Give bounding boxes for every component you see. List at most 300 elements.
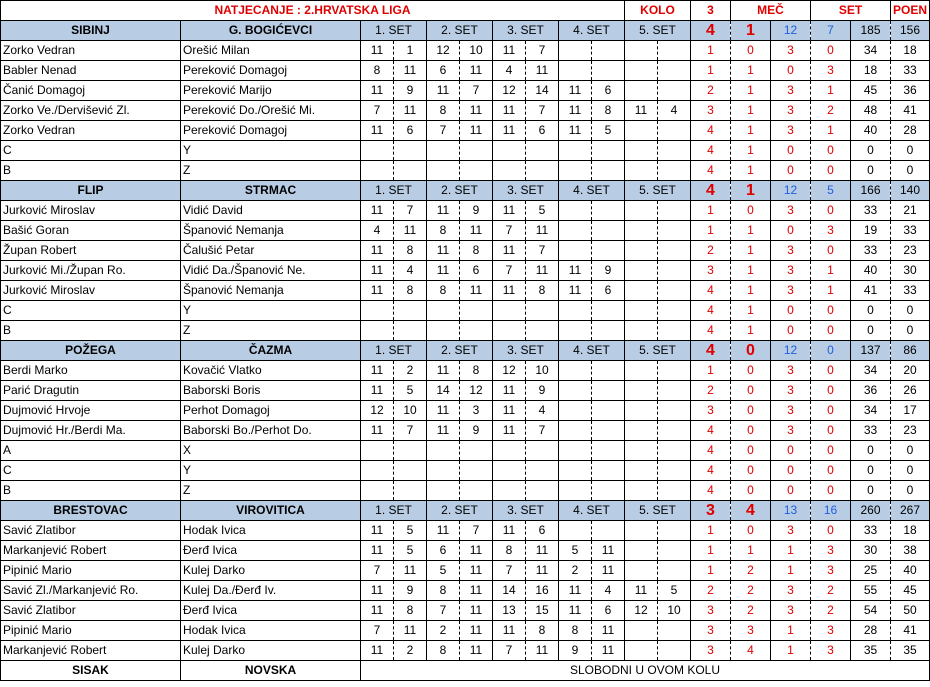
game-set-home: 1 — [771, 561, 811, 581]
set-score: 6 — [526, 521, 559, 541]
away-team: G. BOGIĆEVCI — [181, 21, 361, 41]
game-points-home: 33 — [851, 201, 891, 221]
set-score: 4 — [526, 401, 559, 421]
game-points-home: 0 — [851, 441, 891, 461]
set-score: 11 — [526, 221, 559, 241]
set-score — [460, 461, 493, 481]
set-score — [427, 161, 460, 181]
set-score: 4 — [394, 261, 427, 281]
set-score — [625, 201, 658, 221]
set-score — [592, 381, 625, 401]
bye-away-team: NOVSKA — [181, 661, 361, 681]
game-set-home: 1 — [771, 621, 811, 641]
game-mec-away: 1 — [731, 261, 771, 281]
game-points-away: 33 — [891, 281, 930, 301]
game-mec-home: 4 — [691, 301, 731, 321]
set-score: 11 — [427, 421, 460, 441]
set-score: 16 — [526, 581, 559, 601]
away-player: Kulej Darko — [181, 561, 361, 581]
set-score — [592, 221, 625, 241]
home-player: Jurković Miroslav — [1, 201, 181, 221]
set-score: 9 — [526, 381, 559, 401]
home-player: Markanjević Robert — [1, 641, 181, 661]
set-score — [592, 421, 625, 441]
game-mec-home: 2 — [691, 381, 731, 401]
game-set-away: 3 — [811, 61, 851, 81]
set-score: 7 — [427, 601, 460, 621]
set-score: 3 — [460, 401, 493, 421]
set-score: 11 — [427, 401, 460, 421]
set-score — [625, 41, 658, 61]
kolo-label: KOLO — [625, 1, 691, 21]
set-header: 4. SET — [559, 21, 625, 41]
set-score — [493, 301, 526, 321]
set-score — [559, 241, 592, 261]
set-score: 8 — [394, 601, 427, 621]
bye-note: SLOBODNI U OVOM KOLU — [361, 661, 930, 681]
set-score — [625, 361, 658, 381]
game-row — [1, 141, 930, 161]
set-score: 11 — [526, 561, 559, 581]
set-score: 7 — [526, 101, 559, 121]
game-mec-home: 1 — [691, 361, 731, 381]
game-points-away: 0 — [891, 301, 930, 321]
game-set-home: 0 — [771, 301, 811, 321]
set-score: 7 — [427, 121, 460, 141]
game-set-home: 0 — [771, 221, 811, 241]
away-player: Z — [181, 161, 361, 181]
game-points-away: 0 — [891, 461, 930, 481]
competition-label: NATJECANJE : — [214, 3, 301, 17]
away-player: Kulej Darko — [181, 641, 361, 661]
set-score — [658, 221, 691, 241]
game-row — [1, 81, 930, 101]
game-mec-home: 1 — [691, 561, 731, 581]
game-mec-away: 4 — [731, 641, 771, 661]
set-score: 2 — [394, 361, 427, 381]
set-score: 8 — [460, 241, 493, 261]
game-set-away: 2 — [811, 581, 851, 601]
game-set-home: 3 — [771, 281, 811, 301]
game-mec-home: 3 — [691, 601, 731, 621]
set-score: 6 — [592, 281, 625, 301]
game-row — [1, 241, 930, 261]
set-score — [394, 441, 427, 461]
set-score — [625, 141, 658, 161]
game-mec-home: 2 — [691, 581, 731, 601]
away-player: Pereković Marijo — [181, 81, 361, 101]
set-total-away: 16 — [811, 501, 851, 521]
set-score — [592, 521, 625, 541]
match-score-home: 3 — [691, 501, 731, 521]
set-score — [625, 221, 658, 241]
game-set-away: 0 — [811, 321, 851, 341]
game-row — [1, 641, 930, 661]
game-set-away: 1 — [811, 121, 851, 141]
set-score: 8 — [427, 221, 460, 241]
game-row — [1, 61, 930, 81]
set-score: 10 — [526, 361, 559, 381]
game-row — [1, 221, 930, 241]
set-score — [625, 81, 658, 101]
league-name: 2.HRVATSKA LIGA — [304, 3, 411, 17]
set-score — [625, 161, 658, 181]
set-score: 11 — [493, 201, 526, 221]
set-score: 6 — [460, 261, 493, 281]
away-player: Đerđ Ivica — [181, 601, 361, 621]
set-score: 7 — [394, 201, 427, 221]
set-label: SET — [811, 1, 891, 21]
set-score: 9 — [559, 641, 592, 661]
home-player: Markanjević Robert — [1, 541, 181, 561]
game-set-away: 0 — [811, 461, 851, 481]
set-header: 1. SET — [361, 181, 427, 201]
set-score: 11 — [460, 121, 493, 141]
set-score — [394, 161, 427, 181]
game-points-away: 41 — [891, 101, 930, 121]
set-score: 8 — [427, 641, 460, 661]
set-score: 11 — [460, 541, 493, 561]
home-player: Savić Zlatibor — [1, 521, 181, 541]
game-mec-home: 1 — [691, 201, 731, 221]
set-score — [427, 301, 460, 321]
points-total-away: 140 — [891, 181, 930, 201]
game-points-home: 40 — [851, 121, 891, 141]
set-score: 11 — [460, 601, 493, 621]
set-score — [559, 481, 592, 501]
set-score: 11 — [361, 201, 394, 221]
set-score — [493, 461, 526, 481]
game-mec-home: 1 — [691, 541, 731, 561]
set-score: 8 — [460, 361, 493, 381]
set-score — [658, 421, 691, 441]
set-score — [460, 321, 493, 341]
set-score — [493, 161, 526, 181]
set-score: 11 — [526, 641, 559, 661]
game-mec-home: 2 — [691, 241, 731, 261]
game-set-home: 1 — [771, 641, 811, 661]
home-player: C — [1, 461, 181, 481]
away-player: Pereković Do./Orešić Mi. — [181, 101, 361, 121]
home-team: SIBINJ — [1, 21, 181, 41]
set-score — [625, 61, 658, 81]
game-points-away: 33 — [891, 221, 930, 241]
set-score: 7 — [460, 521, 493, 541]
set-score: 7 — [394, 421, 427, 441]
set-score — [658, 261, 691, 281]
game-set-away: 3 — [811, 221, 851, 241]
set-score — [526, 321, 559, 341]
set-score — [394, 481, 427, 501]
game-mec-home: 1 — [691, 521, 731, 541]
game-points-away: 50 — [891, 601, 930, 621]
game-row — [1, 581, 930, 601]
set-header: 1. SET — [361, 341, 427, 361]
set-score — [658, 621, 691, 641]
game-points-home: 19 — [851, 221, 891, 241]
game-set-home: 3 — [771, 121, 811, 141]
game-set-home: 3 — [771, 41, 811, 61]
set-score — [592, 201, 625, 221]
set-score — [493, 141, 526, 161]
away-player: Španović Nemanja — [181, 221, 361, 241]
game-set-home: 0 — [771, 461, 811, 481]
set-score: 5 — [658, 581, 691, 601]
set-score: 11 — [460, 621, 493, 641]
set-score — [394, 141, 427, 161]
game-set-away: 0 — [811, 41, 851, 61]
set-score — [526, 461, 559, 481]
game-set-away: 3 — [811, 641, 851, 661]
set-header: 2. SET — [427, 501, 493, 521]
set-score: 11 — [361, 121, 394, 141]
set-score: 9 — [460, 421, 493, 441]
game-mec-home: 3 — [691, 261, 731, 281]
set-score — [658, 321, 691, 341]
game-mec-away: 0 — [731, 361, 771, 381]
game-set-home: 3 — [771, 381, 811, 401]
game-mec-home: 2 — [691, 81, 731, 101]
set-score — [460, 161, 493, 181]
set-score: 1 — [394, 41, 427, 61]
kolo-value: 3 — [691, 1, 731, 21]
away-player: Y — [181, 301, 361, 321]
set-score — [658, 161, 691, 181]
set-score — [625, 481, 658, 501]
game-set-away: 1 — [811, 261, 851, 281]
game-set-away: 1 — [811, 81, 851, 101]
set-score: 11 — [559, 581, 592, 601]
match-score-home: 4 — [691, 21, 731, 41]
points-total-away: 86 — [891, 341, 930, 361]
set-score: 5 — [592, 121, 625, 141]
set-score — [625, 401, 658, 421]
match-score-away: 4 — [731, 501, 771, 521]
game-set-away: 0 — [811, 241, 851, 261]
home-player: Dujmović Hr./Berdi Ma. — [1, 421, 181, 441]
set-score: 11 — [493, 281, 526, 301]
bye-home-team: SISAK — [1, 661, 181, 681]
set-header: 3. SET — [493, 341, 559, 361]
match-score-home: 4 — [691, 181, 731, 201]
game-mec-away: 0 — [731, 41, 771, 61]
game-mec-away: 2 — [731, 581, 771, 601]
match-score-away: 1 — [731, 181, 771, 201]
set-score: 10 — [394, 401, 427, 421]
game-points-home: 54 — [851, 601, 891, 621]
set-score — [427, 441, 460, 461]
set-score — [658, 121, 691, 141]
home-player: Savić Zlatibor — [1, 601, 181, 621]
away-team: STRMAC — [181, 181, 361, 201]
set-score: 11 — [460, 61, 493, 81]
game-set-away: 3 — [811, 561, 851, 581]
game-mec-home: 4 — [691, 441, 731, 461]
game-points-home: 28 — [851, 621, 891, 641]
set-score: 11 — [460, 101, 493, 121]
set-score — [460, 441, 493, 461]
set-header: 2. SET — [427, 341, 493, 361]
set-score — [361, 161, 394, 181]
game-row — [1, 521, 930, 541]
set-score: 5 — [394, 521, 427, 541]
set-score — [559, 421, 592, 441]
match-score-away: 0 — [731, 341, 771, 361]
game-points-home: 34 — [851, 361, 891, 381]
game-mec-home: 4 — [691, 421, 731, 441]
set-score — [559, 361, 592, 381]
game-set-away: 3 — [811, 541, 851, 561]
game-points-away: 0 — [891, 481, 930, 501]
game-mec-away: 0 — [731, 441, 771, 461]
set-score — [625, 321, 658, 341]
set-header: 2. SET — [427, 21, 493, 41]
set-score: 11 — [559, 81, 592, 101]
set-score — [559, 201, 592, 221]
game-points-home: 25 — [851, 561, 891, 581]
game-set-home: 3 — [771, 521, 811, 541]
game-row — [1, 121, 930, 141]
points-total-away: 267 — [891, 501, 930, 521]
set-score: 7 — [460, 81, 493, 101]
game-points-home: 40 — [851, 261, 891, 281]
home-player: Jurković Mi./Župan Ro. — [1, 261, 181, 281]
set-score — [658, 441, 691, 461]
set-header: 3. SET — [493, 181, 559, 201]
set-total-home: 12 — [771, 21, 811, 41]
set-score: 7 — [526, 241, 559, 261]
game-points-home: 34 — [851, 41, 891, 61]
set-score — [427, 141, 460, 161]
away-player: Kulej Da./Đerđ Iv. — [181, 581, 361, 601]
set-total-away: 5 — [811, 181, 851, 201]
set-score: 15 — [526, 601, 559, 621]
set-score: 10 — [658, 601, 691, 621]
game-points-away: 41 — [891, 621, 930, 641]
set-score: 11 — [493, 41, 526, 61]
set-score: 11 — [361, 241, 394, 261]
game-row — [1, 481, 930, 501]
set-score — [361, 321, 394, 341]
set-score — [460, 301, 493, 321]
home-player: C — [1, 141, 181, 161]
competition-title — [1, 1, 625, 21]
game-points-away: 33 — [891, 61, 930, 81]
game-mec-home: 4 — [691, 121, 731, 141]
set-score: 5 — [559, 541, 592, 561]
game-mec-home: 1 — [691, 221, 731, 241]
game-mec-away: 1 — [731, 241, 771, 261]
game-points-home: 35 — [851, 641, 891, 661]
set-score: 7 — [493, 641, 526, 661]
set-score: 12 — [427, 41, 460, 61]
set-header: 5. SET — [625, 21, 691, 41]
set-score: 11 — [361, 641, 394, 661]
game-mec-home: 4 — [691, 321, 731, 341]
set-score — [526, 141, 559, 161]
set-score — [625, 461, 658, 481]
set-score — [625, 301, 658, 321]
game-points-home: 0 — [851, 321, 891, 341]
set-score: 11 — [361, 261, 394, 281]
set-score: 11 — [592, 641, 625, 661]
game-points-home: 34 — [851, 401, 891, 421]
set-header: 1. SET — [361, 21, 427, 41]
set-score: 11 — [361, 521, 394, 541]
set-total-home: 13 — [771, 501, 811, 521]
set-score: 6 — [427, 61, 460, 81]
set-header: 2. SET — [427, 181, 493, 201]
set-score: 10 — [460, 41, 493, 61]
set-score: 4 — [493, 61, 526, 81]
set-score: 9 — [394, 581, 427, 601]
set-score — [658, 381, 691, 401]
set-score: 11 — [361, 41, 394, 61]
game-mec-home: 4 — [691, 481, 731, 501]
set-score — [625, 241, 658, 261]
game-row — [1, 461, 930, 481]
set-score: 11 — [427, 201, 460, 221]
set-score: 8 — [427, 581, 460, 601]
set-score — [460, 481, 493, 501]
set-score: 5 — [394, 541, 427, 561]
game-points-away: 0 — [891, 161, 930, 181]
set-score — [427, 481, 460, 501]
away-player: Pereković Domagoj — [181, 61, 361, 81]
set-score: 11 — [493, 121, 526, 141]
set-score: 11 — [427, 241, 460, 261]
home-team: BRESTOVAC — [1, 501, 181, 521]
set-score — [658, 201, 691, 221]
game-points-home: 33 — [851, 241, 891, 261]
home-player: Pipinić Mario — [1, 621, 181, 641]
game-set-away: 0 — [811, 141, 851, 161]
game-set-home: 3 — [771, 361, 811, 381]
game-points-away: 23 — [891, 421, 930, 441]
set-score — [361, 461, 394, 481]
game-points-home: 0 — [851, 141, 891, 161]
set-score: 6 — [394, 121, 427, 141]
game-mec-home: 3 — [691, 401, 731, 421]
away-player: Baborski Boris — [181, 381, 361, 401]
home-player: Zorko Vedran — [1, 121, 181, 141]
set-header: 5. SET — [625, 181, 691, 201]
game-mec-away: 0 — [731, 521, 771, 541]
home-player: Dujmović Hrvoje — [1, 401, 181, 421]
game-set-home: 3 — [771, 101, 811, 121]
away-player: Hodak Ivica — [181, 521, 361, 541]
away-player: Đerđ Ivica — [181, 541, 361, 561]
set-score — [625, 521, 658, 541]
game-set-away: 0 — [811, 441, 851, 461]
game-set-away: 2 — [811, 101, 851, 121]
set-score — [559, 441, 592, 461]
set-score — [625, 541, 658, 561]
game-points-away: 20 — [891, 361, 930, 381]
home-player: B — [1, 481, 181, 501]
set-header: 3. SET — [493, 21, 559, 41]
set-total-away: 0 — [811, 341, 851, 361]
set-header: 3. SET — [493, 501, 559, 521]
set-score — [427, 461, 460, 481]
points-total-away: 156 — [891, 21, 930, 41]
set-score: 8 — [592, 101, 625, 121]
set-score: 4 — [361, 221, 394, 241]
game-set-away: 0 — [811, 421, 851, 441]
game-mec-away: 0 — [731, 421, 771, 441]
home-player: Babler Nenad — [1, 61, 181, 81]
game-points-home: 41 — [851, 281, 891, 301]
